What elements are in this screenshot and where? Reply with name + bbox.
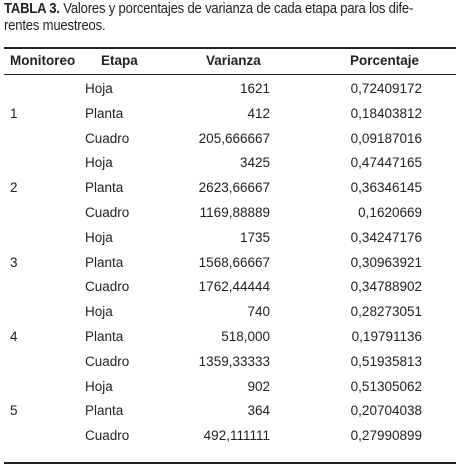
table-header-rule [4,74,456,75]
table-row [0,226,458,251]
table-bottom-rule [4,462,456,464]
caption-label: TABLA 3. [4,1,60,17]
table-caption [4,1,452,35]
table-row [0,325,458,350]
cell-monitoreo: 4 [10,329,18,344]
cell-porcentaje: 0,30963921 [350,254,422,270]
table-row [0,77,458,102]
table-row [0,251,458,276]
cell-etapa: Planta [85,403,124,419]
cell-varianza: 1621 [239,81,270,96]
table-row [0,127,458,152]
cell-porcentaje: 0,51935813 [350,353,422,369]
cell-porcentaje: 0,19791136 [351,329,422,344]
cell-monitoreo: 2 [10,180,18,196]
table-row [0,151,458,176]
table-row [0,201,458,226]
cell-porcentaje: 0,09187016 [350,130,422,146]
cell-porcentaje: 0,34247176 [350,229,422,245]
cell-varianza: 518,000 [221,329,270,344]
header-porcentaje: Porcentaje [350,53,420,68]
cell-varianza: 1735 [239,229,270,245]
cell-porcentaje: 0,72409172 [350,81,422,96]
cell-varianza: 2623,66667 [198,180,270,196]
cell-etapa: Hoja [85,81,113,96]
header-monitoreo: Monitoreo [10,53,76,68]
cell-etapa: Hoja [85,378,113,394]
cell-porcentaje: 0,34788902 [350,279,422,295]
cell-etapa: Hoja [85,155,113,171]
cell-etapa: Cuadro [85,205,130,220]
table-row [0,176,458,201]
cell-etapa: Cuadro [85,130,130,146]
cell-porcentaje: 0,51305062 [350,378,422,394]
cell-varianza: 1359,33333 [198,353,270,369]
cell-varianza: 412 [247,105,270,121]
cell-varianza: 205,666667 [198,130,270,146]
cell-etapa: Planta [85,105,124,121]
table-row [0,275,458,300]
caption-text-line2: rentes muestreos. [4,18,106,34]
caption-text-line1: Valores y porcentajes de varianza de cada etapa para los dife- [59,1,414,17]
cell-varianza: 3425 [239,155,270,171]
cell-varianza: 1169,88889 [199,205,270,220]
cell-etapa: Cuadro [85,279,130,295]
cell-porcentaje: 0,1620669 [358,205,422,220]
table-header-row [0,53,458,71]
cell-monitoreo: 1 [10,105,18,121]
cell-varianza: 1568,66667 [198,254,270,270]
cell-monitoreo: 5 [10,403,18,419]
cell-porcentaje: 0,27990899 [350,428,422,444]
cell-varianza: 364 [247,403,270,419]
header-varianza: Varianza [206,53,261,68]
cell-etapa: Planta [85,254,124,270]
table-row [0,399,458,424]
cell-porcentaje: 0,36346145 [350,180,422,196]
table-row [0,102,458,127]
cell-varianza: 740 [247,304,270,320]
cell-etapa: Planta [85,180,124,196]
cell-porcentaje: 0,20704038 [350,403,422,419]
table-row [0,424,458,449]
cell-porcentaje: 0,47447165 [350,155,422,171]
table-top-rule [4,47,456,49]
cell-monitoreo: 3 [10,254,18,270]
cell-etapa: Planta [85,329,124,344]
table-row [0,300,458,325]
cell-varianza: 902 [247,378,270,394]
header-etapa: Etapa [101,53,138,68]
cell-etapa: Hoja [85,229,113,245]
cell-etapa: Hoja [85,304,113,320]
cell-porcentaje: 0,28273051 [350,304,422,320]
cell-etapa: Cuadro [85,353,130,369]
cell-porcentaje: 0,18403812 [350,105,422,121]
table-row [0,350,458,375]
cell-varianza: 492,111111 [203,428,270,444]
table-row [0,375,458,400]
cell-etapa: Cuadro [85,428,130,444]
cell-varianza: 1762,44444 [198,279,270,295]
